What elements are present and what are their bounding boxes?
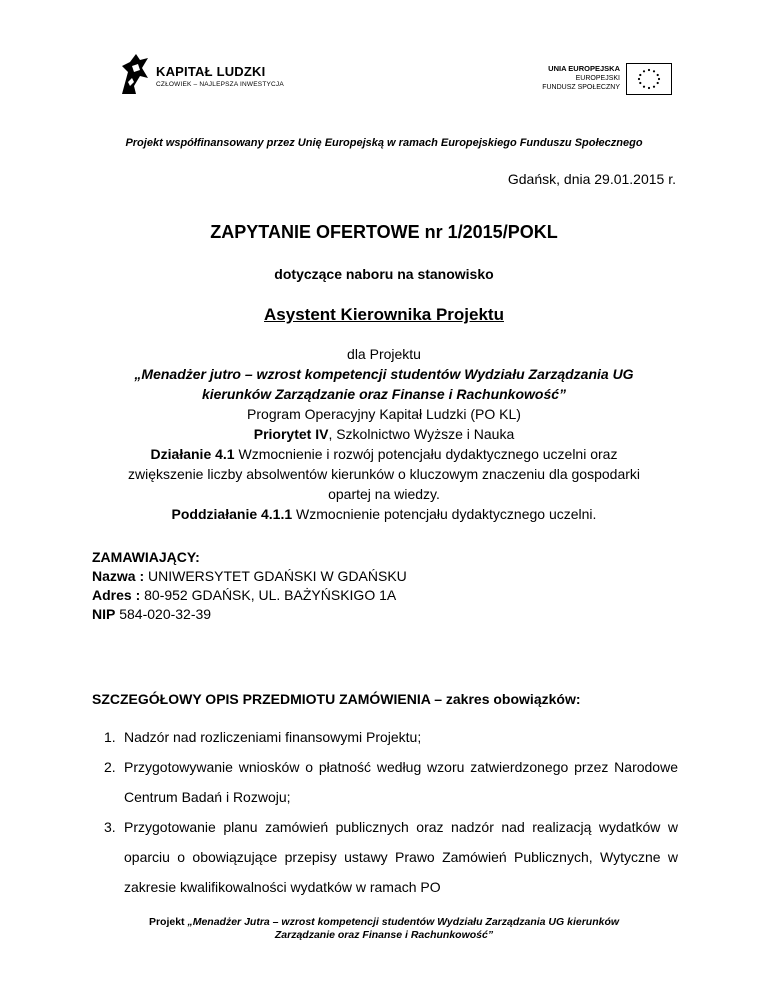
kapital-ludzki-logo (118, 52, 318, 102)
project-subaction (80, 504, 688, 524)
eu-flag-icon (626, 63, 672, 95)
project-priority (80, 424, 688, 444)
project-action-line3: opartej na wiedzy. (328, 486, 440, 502)
list-item-number: 3. (104, 819, 116, 835)
ordering-party (92, 548, 692, 624)
footer-line2: Zarządzanie oraz Finanse i Rachunkowość” (274, 929, 494, 941)
document-title: ZAPYTANIE OFERTOWE nr 1/2015/POKL (210, 222, 558, 242)
project-action (80, 444, 688, 464)
kapital-ludzki-figure-icon (118, 52, 152, 96)
project-info (80, 344, 688, 524)
eu-logo-line3: FUNDUSZ SPOŁECZNY (542, 84, 620, 91)
page-footer (0, 916, 768, 942)
ordering-party-name (92, 567, 692, 586)
nip-value: 584-020-32-39 (115, 606, 212, 622)
project-intro: dla Projektu (347, 346, 421, 362)
eu-logo (512, 62, 672, 102)
project-name-line2: kierunków Zarządzanie oraz Finanse i Rachunkowość” (201, 386, 567, 402)
list-item-text: Przygotowywanie wniosków o płatność według wzoru zatwierdzonego przez Narodowe Centrum Badań i Rozwoju; (124, 759, 678, 805)
description-heading: SZCZEGÓŁOWY OPIS PRZEDMIOTU ZAMÓWIENIA – zakres obowiązków: (92, 691, 581, 707)
eu-stars-icon (627, 64, 671, 94)
list-item (92, 812, 678, 902)
subaction-text: Wzmocnienie potencjału dydaktycznego uczelni. (292, 506, 597, 522)
document-date: Gdańsk, dnia 29.01.2015 r. (507, 171, 676, 187)
document-subtitle: dotyczące naboru na stanowisko (274, 266, 494, 282)
kl-logo-title: KAPITAŁ LUDZKI (156, 64, 266, 79)
ordering-party-address (92, 586, 692, 605)
cofinancing-note: Projekt współfinansowany przez Unię Europejską w ramach Europejskiego Funduszu Społecznego (125, 137, 643, 149)
list-item (92, 722, 678, 752)
priority-label: Priorytet IV (253, 426, 329, 442)
eu-logo-line2: EUROPEJSKI (575, 74, 620, 82)
project-program: Program Operacyjny Kapitał Ludzki (PO KL) (247, 406, 521, 422)
address-label: Adres : (92, 587, 141, 603)
eu-logo-text (542, 64, 620, 93)
name-label: Nazwa : (92, 568, 145, 584)
project-name-line1: „Menadżer jutro – wzrost kompetencji studentów Wydziału Zarządzania UG (134, 366, 634, 382)
ordering-party-nip (92, 605, 692, 624)
list-item-number: 1. (104, 729, 116, 745)
list-item (92, 752, 678, 812)
project-action-line2: zwiększenie liczby absolwentów kierunków o kluczowym znaczeniu dla gospodarki (127, 466, 641, 482)
address-value: 80-952 GDAŃSK, UL. BAŻYŃSKIGO 1A (140, 587, 397, 603)
list-item-number: 2. (104, 759, 116, 775)
subaction-label: Poddziałanie 4.1.1 (171, 506, 293, 522)
nip-label: NIP (92, 606, 116, 622)
priority-text: , Szkolnictwo Wyższe i Nauka (328, 426, 515, 442)
list-item-text: Przygotowanie planu zamówień publicznych oraz nadzór nad realizacją wydatków w oparciu o obowiązujące przepisy ustawy Prawo Zamówień Publicznych, Wytyczne w zakresie kwalifikowalności wydatków w ramach PO (124, 819, 678, 895)
footer-prefix: Projekt (148, 916, 188, 928)
position-title: Asystent Kierownika Projektu (264, 305, 504, 324)
list-item-text: Nadzór nad rozliczeniami finansowymi Projektu; (124, 729, 422, 745)
eu-logo-line1: UNIA EUROPEJSKA (548, 64, 620, 73)
ordering-party-heading: ZAMAWIAJĄCY: (92, 549, 200, 565)
action-text-1: Wzmocnienie i rozwój potencjału dydaktycznego uczelni oraz (234, 446, 618, 462)
action-label: Działanie 4.1 (150, 446, 235, 462)
footer-line1: „Menadżer Jutra – wzrost kompetencji studentów Wydziału Zarządzania UG kierunków (187, 916, 620, 928)
duties-list (92, 722, 678, 902)
kl-logo-subtitle: CZŁOWIEK – NAJLEPSZA INWESTYCJA (156, 81, 284, 88)
name-value: UNIWERSYTET GDAŃSKI W GDAŃSKU (144, 568, 407, 584)
